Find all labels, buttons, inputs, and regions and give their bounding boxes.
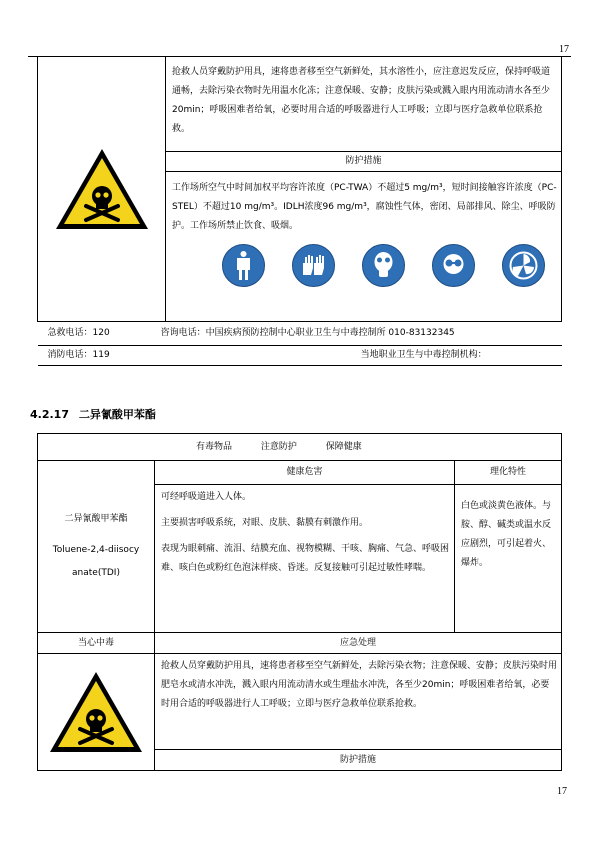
top-info-table <box>37 56 562 366</box>
contact-row-2 <box>38 346 562 366</box>
protective-gloves-icon <box>292 244 335 287</box>
slogan-3: 保障健康 <box>325 441 362 452</box>
emergency-header: 应急处理 <box>155 633 562 654</box>
health-hazard-p2: 主要损害呼吸系统，对眼、皮肤、黏膜有刺激作用。 <box>161 518 369 528</box>
protection-header: 防护措施 <box>166 152 562 172</box>
page-number-top: 17 <box>559 44 569 55</box>
section-title: 二异氰酸甲苯酯 <box>78 408 156 421</box>
slogan-2: 注意防护 <box>260 441 297 452</box>
emergency-phone: 急救电话：120 <box>47 328 110 338</box>
property-header: 理化特性 <box>455 461 562 485</box>
health-hazard-p3: 表现为眼刺痛、流泪、结膜充血、视物模糊、干咳、胸痛、气急、呼吸困难、咳白色或粉红色泡沫样痰、昏迷。反复接触可引起过敏性哮喘。 <box>161 544 450 573</box>
property-text: 白色或淡黄色液体。与胺、醇、碱类或温水反应剧烈，可引起着火、爆炸。 <box>455 485 562 633</box>
slogan-row <box>38 434 562 461</box>
substance-name-en-2: anate(TDI) <box>72 568 120 578</box>
first-aid-text: 抢救人员穿戴防护用具，速将患者移至空气新鲜处，其水溶性小，应注意迟发反应，保持呼吸道通畅，去除污染衣物时先用温水化冻；注意保暖、安静；皮肤污染或溅入眼内用流动清水各至少20min；呼吸困难者给氧，必要时用合适的呼吸器进行人工呼吸；立即与医疗急救单位联系抢救。 <box>166 57 562 152</box>
card-protection-header: 防护措施 <box>155 750 562 771</box>
contact-row-1 <box>38 322 562 346</box>
substance-name-en-1: Toluene-2,4-diisocy <box>52 545 140 555</box>
page-number-bottom: 17 <box>557 786 567 797</box>
safety-goggles-icon <box>432 244 475 287</box>
ventilation-fan-icon <box>502 244 545 287</box>
consult-phone: 咨询电话：中国疾病预防控制中心职业卫生与中毒控制所 010-83132345 <box>160 328 455 338</box>
emergency-text: 抢救人员穿戴防护用具，速将患者移至空气新鲜处，去除污染衣物；注意保暖、安静；皮肤污染时用肥皂水或清水冲洗，溅入眼内用流动清水或生理盐水冲洗，各至少20min；呼吸困难者给氧，必要时用合适的呼吸器进行人工呼吸；立即与医疗急救单位联系抢救。 <box>155 654 562 750</box>
protection-cell <box>166 172 562 322</box>
hazard-sign-cell-2 <box>38 654 155 771</box>
toxic-warning-icon <box>53 146 151 232</box>
ppe-icons-row <box>166 244 561 287</box>
protective-suit-icon <box>222 244 265 287</box>
protection-text: 工作场所空气中时间加权平均容许浓度（PC-TWA）不超过5 mg/m³，短时间接触容许浓度（PC-STEL）不超过10 mg/m³。IDLH浓度96 mg/m³，腐蚀性气体，密闭、局部排风、除尘、呼吸防护。工作场所禁止饮食、吸烟。 <box>172 183 557 231</box>
hazard-sign-cell <box>38 57 166 322</box>
health-hazard-cell <box>155 485 455 633</box>
fire-phone: 消防电话：119 <box>47 350 110 360</box>
local-agency: 当地职业卫生与中毒控制机构： <box>360 350 487 360</box>
section-heading <box>30 406 156 422</box>
health-hazard-p1: 可经呼吸道进入人体。 <box>161 492 252 502</box>
warning-label: 当心中毒 <box>38 633 155 654</box>
health-hazard-header: 健康危害 <box>155 461 455 485</box>
gas-mask-icon <box>362 244 405 287</box>
section-number: 4.2.17 <box>30 408 69 421</box>
substance-name-cell <box>38 461 155 633</box>
substance-name-cn: 二异氰酸甲苯酯 <box>64 514 128 524</box>
toxic-warning-icon <box>47 669 145 755</box>
slogan-1: 有毒物品 <box>196 441 233 452</box>
hazard-card-table <box>37 433 562 771</box>
